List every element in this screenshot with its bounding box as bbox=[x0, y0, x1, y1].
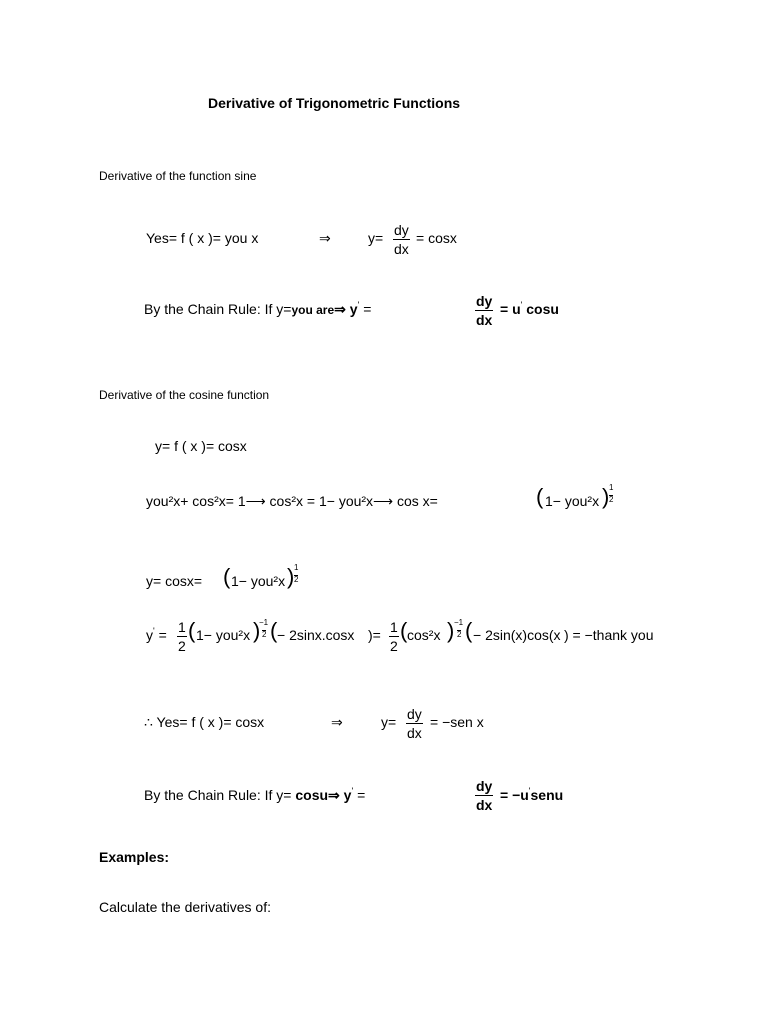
prime-mark: ' bbox=[351, 786, 354, 796]
fraction-denominator: dx bbox=[407, 725, 422, 741]
right-paren: ) bbox=[253, 618, 261, 643]
fraction-numerator: dy bbox=[476, 778, 493, 794]
neg-exponent-denominator: 2 bbox=[262, 630, 267, 639]
prime-mark: ' bbox=[528, 786, 531, 796]
exponent-numerator: 1 bbox=[609, 483, 614, 492]
y-equals-cosx: y= cosx= bbox=[146, 573, 203, 589]
conclusion-fraction bbox=[406, 707, 423, 740]
left-paren: ( bbox=[465, 618, 473, 643]
left-paren: ( bbox=[223, 564, 231, 589]
fraction-denominator: dx bbox=[476, 797, 493, 813]
yprime-symbol: y bbox=[146, 627, 153, 643]
cosine-equation: y= f ( x )= cosx bbox=[155, 438, 247, 454]
half-fraction-1 bbox=[177, 620, 187, 653]
chain-rule-u: you are bbox=[291, 303, 335, 317]
neg-exponent-numerator: −1 bbox=[454, 618, 464, 627]
conclusion-y: y= bbox=[381, 714, 397, 730]
sine-dy-dx-fraction bbox=[393, 223, 410, 256]
neg-exponent-denominator: 2 bbox=[457, 630, 462, 639]
left-paren: ( bbox=[188, 618, 196, 643]
fraction-denominator: dx bbox=[476, 312, 493, 328]
sine-chain-fraction bbox=[475, 294, 493, 327]
fraction-denominator: 2 bbox=[178, 638, 186, 654]
left-paren: ( bbox=[536, 484, 544, 509]
chain-rule-text: By the Chain Rule: If y= bbox=[144, 301, 292, 317]
neg-exponent-numerator: −1 bbox=[259, 618, 269, 627]
chain-result-u: = −u bbox=[500, 787, 529, 803]
section-heading-sine: Derivative of the function sine bbox=[99, 169, 257, 183]
equals-sign: = bbox=[357, 787, 366, 803]
sine-chain-result bbox=[500, 302, 559, 316]
prime-mark: ' bbox=[357, 300, 360, 310]
chain-rule-u: cosu bbox=[295, 787, 329, 803]
examples-heading: Examples: bbox=[99, 849, 170, 865]
sine-result: = cosx bbox=[416, 230, 457, 246]
page-title: Derivative of Trigonometric Functions bbox=[208, 95, 461, 111]
derivative-yprime bbox=[146, 628, 167, 642]
examples-text: Calculate the derivatives of: bbox=[99, 899, 271, 915]
implies-arrow: ⇒ bbox=[331, 714, 343, 730]
derivative-factor-1: − 2sinx.cosx bbox=[277, 627, 355, 643]
exponent-numerator: 1 bbox=[294, 563, 299, 572]
cosine-chain-rule-prefix bbox=[144, 788, 365, 802]
fraction-denominator: dx bbox=[394, 241, 409, 257]
fraction-denominator: 2 bbox=[390, 638, 398, 654]
derivative-end: ) = −thank you bbox=[564, 627, 654, 643]
equals-sign: = bbox=[363, 301, 372, 317]
implies-arrow: ⇒ bbox=[328, 787, 340, 803]
left-paren: ( bbox=[270, 618, 278, 643]
exponent-denominator: 2 bbox=[294, 575, 299, 584]
half-fraction-2 bbox=[389, 620, 399, 653]
fraction-numerator: 1 bbox=[390, 619, 398, 635]
section-heading-cosine: Derivative of the cosine function bbox=[99, 388, 270, 402]
derivative-base-1: 1− you²x bbox=[196, 627, 251, 643]
cosine-conclusion-left: ∴ Yes= f ( x )= cosx bbox=[144, 714, 265, 730]
right-paren: ) bbox=[447, 618, 455, 643]
chain-yprime: y bbox=[343, 787, 352, 803]
right-paren: ) bbox=[602, 484, 610, 509]
conclusion-result: = −sen x bbox=[430, 714, 484, 730]
fraction-numerator: dy bbox=[407, 706, 422, 722]
fraction-numerator: dy bbox=[394, 222, 409, 238]
pythagorean-identity: you²x+ cos²x= 1⟶ cos²x = 1− you²x⟶ cos x= bbox=[146, 493, 438, 509]
derivative-mid: )= bbox=[368, 627, 381, 643]
left-paren: ( bbox=[400, 618, 408, 643]
exponent-denominator: 2 bbox=[609, 495, 614, 504]
derivative-base-2: cos²x bbox=[407, 627, 441, 643]
implies-arrow: ⇒ bbox=[334, 301, 346, 317]
sine-yprime: y= bbox=[368, 230, 384, 246]
chain-result-u: = u bbox=[500, 301, 521, 317]
implies-arrow: ⇒ bbox=[319, 230, 331, 246]
identity-rhs-base: 1− you²x bbox=[545, 493, 600, 509]
cosine-chain-result bbox=[500, 788, 563, 802]
prime-mark: ' bbox=[153, 626, 155, 636]
fraction-numerator: dy bbox=[476, 293, 493, 309]
prime-mark: ' bbox=[520, 300, 523, 310]
cosx-rhs-base: 1− you²x bbox=[231, 573, 286, 589]
chain-result-fn: cosu bbox=[526, 301, 559, 317]
sine-chain-rule-prefix bbox=[144, 302, 371, 316]
sine-equation-left: Yes= f ( x )= you x bbox=[146, 230, 259, 246]
chain-rule-text: By the Chain Rule: If y= bbox=[144, 787, 292, 803]
derivative-factor-2: − 2sin(x)cos(x bbox=[473, 627, 561, 643]
equals-sign: = bbox=[158, 627, 167, 643]
cosine-chain-fraction bbox=[475, 779, 493, 812]
right-paren: ) bbox=[287, 564, 295, 589]
chain-result-fn: senu bbox=[530, 787, 564, 803]
fraction-numerator: 1 bbox=[178, 619, 186, 635]
chain-yprime: y bbox=[349, 301, 358, 317]
